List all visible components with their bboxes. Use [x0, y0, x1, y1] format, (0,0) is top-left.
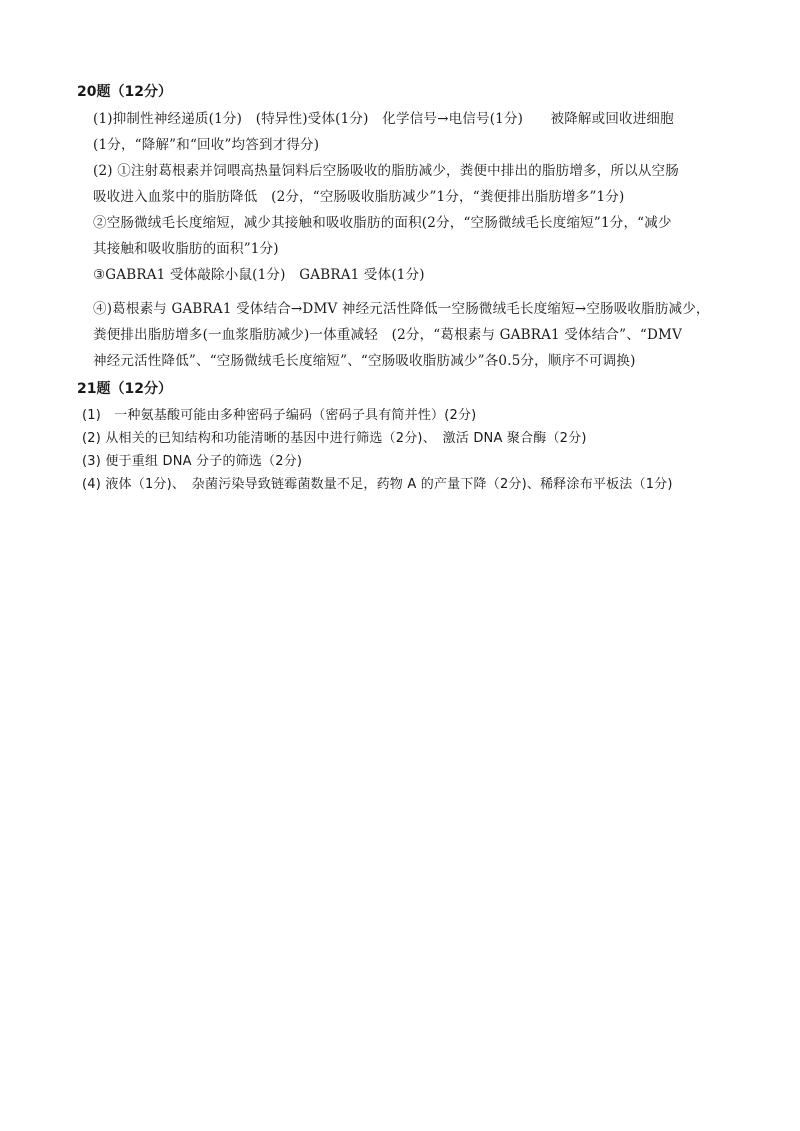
q20-answer-line: 其接触和吸收脂肪的面积”1分)	[93, 241, 279, 257]
q20-answer-line: (1)抑制性神经递质(1分) (特异性)受体(1分) 化学信号→电信号(1分) 被降解或回收进细胞	[93, 111, 674, 127]
question-21-heading: 21题（12分）	[77, 381, 172, 397]
q20-answer-line: ④)葛根素与 GABRA1 受体结合→DMV 神经元活性降低一空肠微绒毛长度缩短→空肠吸收脂肪减少，	[93, 301, 710, 317]
question-20-heading: 20题（12分）	[77, 84, 172, 100]
q21-answer-line: (1) 一种氨基酸可能由多种密码子编码（密码子具有简并性）(2分)	[82, 408, 477, 423]
q21-answer-line: (2) 从相关的已知结构和功能清晰的基因中进行筛选（2分)、 激活 DNA 聚合酶（2分)	[82, 431, 587, 446]
q20-answer-line: 粪便排出脂肪增多(一血浆脂肪减少)一体重减轻 (2分，“葛根素与 GABRA1 受体结合”、“DMV	[93, 327, 683, 343]
q20-answer-line: (1分，“降解”和“回收”均答到才得分)	[93, 137, 320, 153]
q21-answer-line: (3) 便于重组 DNA 分子的筛选（2分)	[82, 454, 303, 469]
q20-answer-line: 吸收进入血浆中的脂肪降低 (2分，“空肠吸收脂肪减少”1分，“粪便排出脂肪增多”1分)	[93, 189, 625, 205]
q20-answer-line: 神经元活性降低”、“空肠微绒毛长度缩短”、“空肠吸收脂肪减少”各0.5分，顺序不可调换)	[93, 353, 636, 369]
q20-answer-line: (2) ①注射葛根素并饲喂高热量饲料后空肠吸收的脂肪减少，粪便中排出的脂肪增多，所以从空肠	[93, 163, 679, 179]
q21-answer-line: (4) 液体（1分)、 杂菌污染导致链霉菌数量不足，药物 A 的产量下降（2分)、稀释涂布平板法（1分)	[82, 477, 673, 492]
q20-answer-line: ②空肠微绒毛长度缩短，减少其接触和吸收脂肪的面积(2分，“空肠微绒毛长度缩短”1分，“减少	[93, 215, 672, 231]
q20-answer-line: ③GABRA1 受体敲除小鼠(1分) GABRA1 受体(1分)	[93, 267, 425, 283]
